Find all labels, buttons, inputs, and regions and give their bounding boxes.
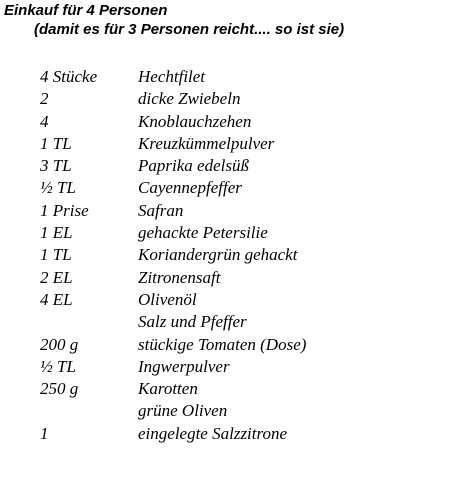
ingredient-name: Salz und Pfeffer (138, 312, 247, 332)
ingredient-name: Hechtfilet (138, 67, 206, 86)
ingredient-amount: 1 TL (40, 133, 72, 153)
page-subtitle: (damit es für 3 Personen reicht.... so ist sie) (34, 21, 345, 38)
ingredient-name: eingelegte Salzzitrone (138, 423, 288, 443)
ingredient-name: Koriandergrün gehackt (138, 245, 298, 265)
ingredient-name: Safran (138, 200, 184, 220)
ingredient-name: Zitronensaft (138, 267, 221, 287)
ingredient-amount: 2 (40, 89, 49, 109)
ingredient-name: Ingwerpulver (138, 356, 230, 376)
ingredient-amount: 4 EL (40, 289, 73, 309)
ingredient-name: dicke Zwiebeln (138, 89, 241, 109)
ingredient-amount: 4 (40, 111, 49, 131)
ingredient-name: Paprika edelsüß (138, 156, 249, 176)
ingredient-name: Karotten (138, 379, 198, 399)
ingredient-amount: 2 EL (40, 267, 73, 287)
ingredient-amount: 1 TL (40, 245, 72, 265)
ingredient-name: gehackte Petersilie (138, 223, 268, 243)
page-title: Einkauf für 4 Personen (4, 2, 168, 19)
ingredient-amount: 200 g (40, 334, 79, 354)
ingredient-name: Cayennepfeffer (138, 178, 242, 198)
ingredient-name: Olivenöl (138, 289, 197, 309)
ingredient-amount: ½ TL (40, 178, 76, 198)
ingredient-amount: 1 (40, 423, 49, 443)
ingredient-amount: 250 g (40, 379, 79, 399)
ingredient-amount: 1 Prise (40, 200, 89, 220)
ingredient-amount: 4 Stücke (40, 67, 98, 86)
ingredient-amount: 1 EL (40, 223, 73, 243)
ingredient-name: Kreuzkümmelpulver (138, 133, 275, 153)
ingredient-amount: ½ TL (40, 356, 76, 376)
ingredient-amount: 3 TL (40, 156, 72, 176)
ingredient-name: stückige Tomaten (Dose) (138, 334, 307, 354)
ingredient-name: Knoblauchzehen (138, 111, 252, 131)
ingredient-name: grüne Oliven (138, 401, 228, 421)
